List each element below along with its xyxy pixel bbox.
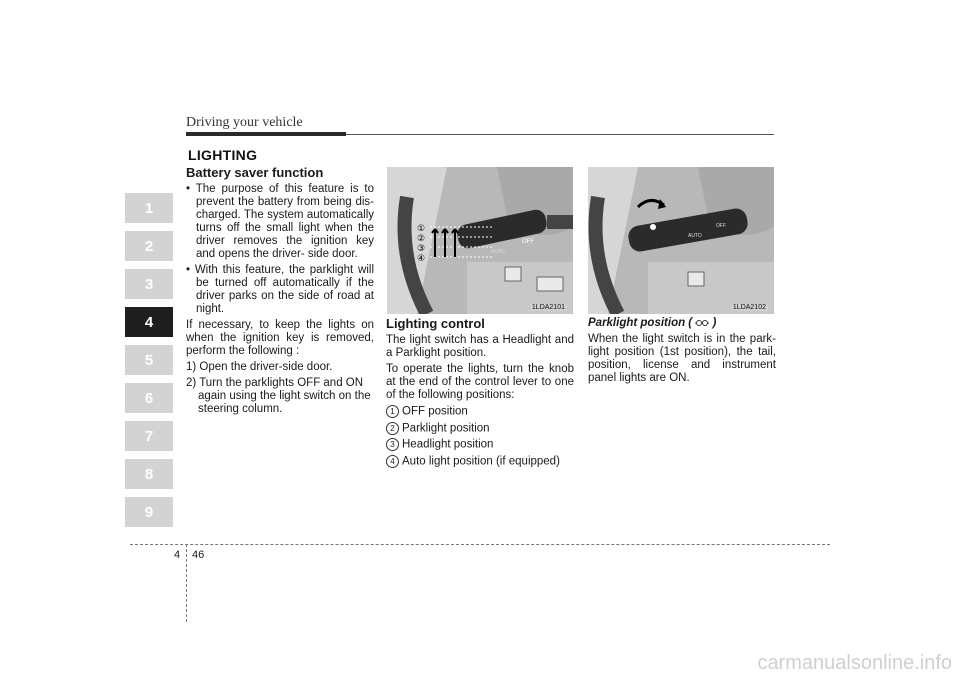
figure-light-switch-positions — [387, 167, 573, 314]
chapter-tab-9[interactable]: 9 — [125, 497, 173, 527]
battery-saver-bullet-2: • With this feature, the parklight will be turned off automatically if the driver parks on the side of road at night. — [186, 264, 374, 315]
parklight-heading: Parklight position ( ) — [588, 317, 717, 329]
parklight-column — [588, 317, 776, 388]
position-item-3: 3 Headlight position — [386, 438, 574, 452]
parklight-body: When the light switch is in the park-light position (1st position), the tail, position, license and instrument panel lights are ON. — [588, 333, 776, 384]
lighting-control-para-2: To operate the lights, turn the knob at the end of the control lever to one of the following positions: — [386, 363, 574, 401]
circle-number-3: 3 — [386, 438, 399, 451]
lever-label-auto: AUTO — [491, 249, 505, 255]
watermark: carmanualsonline.info — [757, 652, 952, 674]
callout-2: ② — [417, 234, 426, 244]
chapter-tabs — [125, 193, 173, 535]
callout-3: ③ — [417, 244, 426, 254]
parklight-icon — [695, 318, 709, 328]
battery-saver-para: If necessary, to keep the lights on when the ignition key is removed, perform the following : — [186, 319, 374, 357]
battery-saver-step-2: 2) Turn the parklights OFF and ON again using the light switch on the steering column. — [186, 377, 371, 415]
chapter-tab-5[interactable]: 5 — [125, 345, 173, 375]
footer-vertical-rule — [186, 544, 187, 622]
figure-2-caption: 1LDA2102 — [732, 304, 766, 311]
lever-label-auto-2: AUTO — [688, 233, 702, 239]
chapter-tab-8[interactable]: 8 — [125, 459, 173, 489]
figure-1-caption: 1LDA2101 — [531, 304, 565, 311]
position-item-4: 4 Auto light position (if equipped) — [386, 455, 574, 469]
battery-saver-heading: Battery saver function — [186, 165, 324, 180]
figure-parklight-rotation — [588, 167, 774, 314]
circle-number-1: 1 — [386, 405, 399, 418]
battery-saver-step-1: 1) Open the driver-side door. — [186, 361, 333, 373]
lighting-control-para-1: The light switch has a Headlight and a Parklight position. — [386, 334, 574, 359]
header-bar — [186, 132, 346, 136]
footer-chapter-number: 4 — [174, 549, 181, 561]
footer-rule — [130, 544, 830, 545]
lever-rotation-illustration — [588, 167, 774, 314]
position-item-1: 1 OFF position — [386, 405, 574, 419]
circle-number-2: 2 — [386, 422, 399, 435]
lighting-control-column — [386, 317, 574, 471]
callout-4: ④ — [417, 254, 426, 264]
chapter-tab-7[interactable]: 7 — [125, 421, 173, 451]
lever-label-off: OFF — [522, 239, 534, 245]
chapter-tab-2[interactable]: 2 — [125, 231, 173, 261]
lever-label-off-2: OFF — [716, 223, 726, 229]
chapter-tab-1[interactable]: 1 — [125, 193, 173, 223]
chapter-tab-3[interactable]: 3 — [125, 269, 173, 299]
circle-number-4: 4 — [386, 455, 399, 468]
steering-column-illustration — [387, 167, 573, 314]
lighting-control-heading: Lighting control — [386, 316, 485, 331]
header-rule — [346, 134, 774, 135]
battery-saver-column — [186, 166, 374, 419]
battery-saver-bullet-1: • The purpose of this feature is to prevent the battery from being dis-charged. The system automatically turns off the small light when the driver removes the ignition key and opens the driver- side door. — [186, 183, 374, 260]
section-title: LIGHTING — [188, 147, 258, 163]
chapter-tab-4[interactable]: 4 — [125, 307, 173, 337]
footer-page-number: 46 — [192, 549, 205, 561]
chapter-tab-6[interactable]: 6 — [125, 383, 173, 413]
callout-1: ① — [417, 224, 426, 234]
header-title: Driving your vehicle — [186, 115, 303, 130]
position-item-2: 2 Parklight position — [386, 422, 574, 436]
